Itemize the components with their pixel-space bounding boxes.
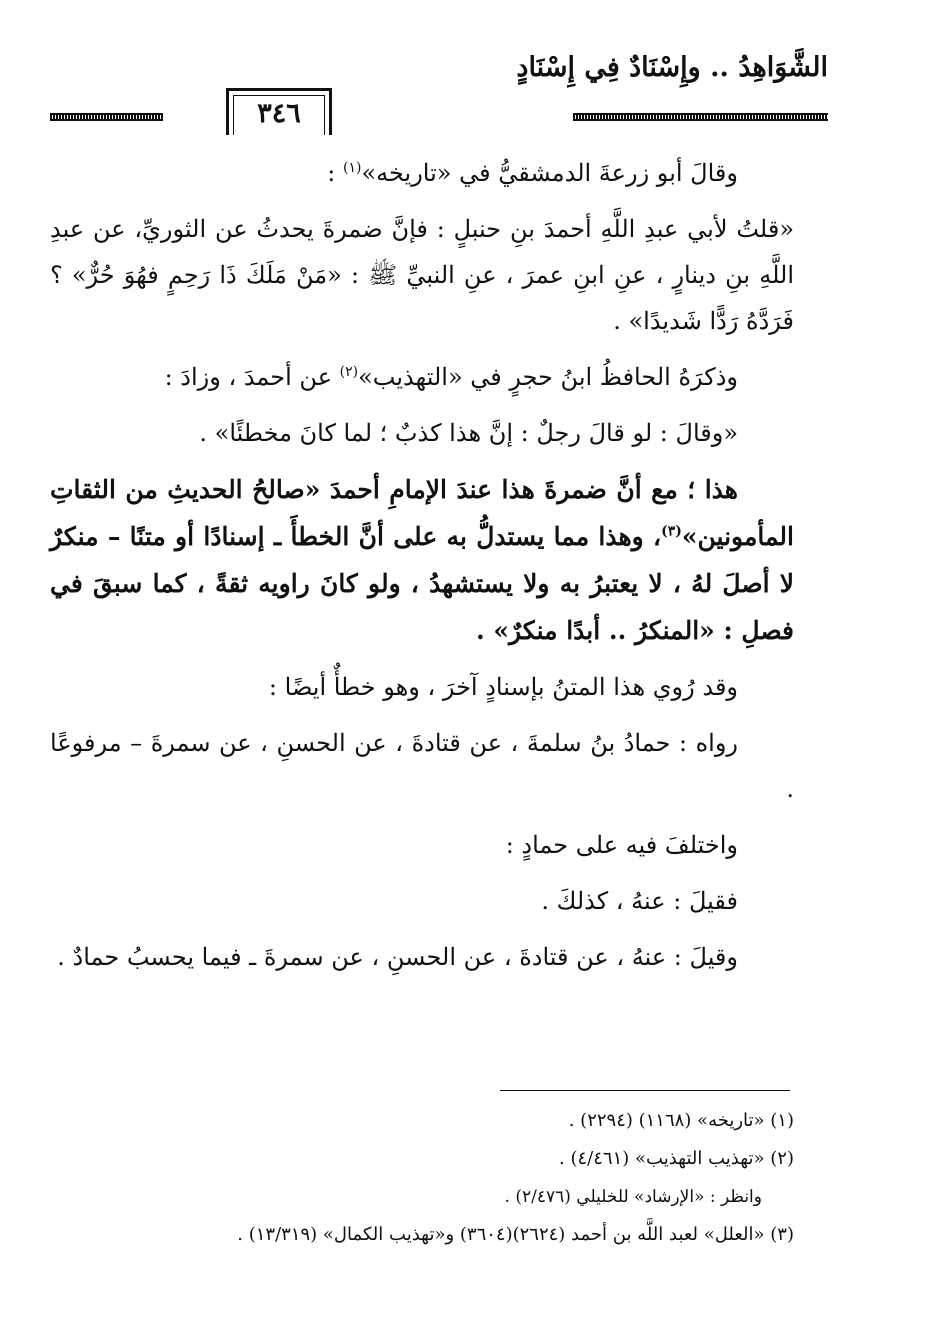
footnote-2-see-also: وانظر : «الإرشاد» للخليلي (٢/٤٧٦) . xyxy=(504,1187,762,1207)
paragraph-1-end: : xyxy=(327,159,336,187)
paragraph-1-text: وقالَ أبو زرعةَ الدمشقيُّ في «تاريخه» xyxy=(361,159,738,187)
paragraph-7: رواه : حمادُ بنُ سلمةَ ، عن قتادةَ ، عن الحسنِ ، عن سمرةَ – مرفوعًا . xyxy=(50,729,794,803)
paragraph-4: «وقالَ : لو قالَ رجلٌ : إنَّ هذا كذبٌ ؛ لما كانَ مخطئًا» . xyxy=(199,419,738,447)
paragraph-5-text-b: ، وهذا مما يستدلُّ به على أنَّ الخطأَ ـ إسنادًا أو متنًا – منكرٌ لا أصلَ لهُ ، لا يعتبرُ به ولا يستشهدُ ، ولو كانَ راويه ثقةً ، كما سبقَ في فصلِ : «المنكرُ .. أبدًا منكرٌ» . xyxy=(50,522,794,645)
paragraph-9: فقيلَ : عنهُ ، كذلكَ . xyxy=(541,887,738,915)
footnote-divider xyxy=(500,1090,790,1091)
header-rule-left xyxy=(50,113,163,121)
paragraph-2: «قلتُ لأبي عبدِ اللَّهِ أحمدَ بنِ حنبلٍ : فإنَّ ضمرةَ يحدثُ عن الثوريِّ، عن عبدِ اللَّهِ بنِ دينارٍ ، عنِ ابنِ عمرَ ، عنِ النبيِّ ﷺ : «مَنْ مَلَكَ ذَا رَحِمٍ فهُوَ حُرٌّ» ؟ فَرَدَّهُ رَدًّا شَديدًا» . xyxy=(50,215,794,335)
footnote-ref-1: (١) xyxy=(343,160,362,176)
paragraph-5-text-a: هذا ؛ مع أنَّ ضمرةَ هذا عندَ الإمامِ أحمدَ «صالحُ الحديثِ من الثقاتِ المأمونين» xyxy=(50,475,794,551)
paragraph-8: واختلفَ فيه على حمادٍ : xyxy=(505,831,738,859)
footnote-1: (١) «تاريخه» (١١٦٨) (٢٢٩٤) . xyxy=(568,1110,794,1131)
paragraph-3-end: عن أحمدَ ، وزادَ : xyxy=(164,363,333,391)
page-number-box xyxy=(226,88,332,135)
paragraph-1 xyxy=(50,150,794,196)
footnote-2: (٢) «تهذيب التهذيب» (٤/٤٦١) . xyxy=(559,1148,794,1169)
page-number: ٣٤٦ xyxy=(257,97,301,129)
running-title: الشَّوَاهِدُ .. وإِسْنَادٌ فِي إِسْنَادٍ xyxy=(516,52,828,83)
paragraph-10: وقيلَ : عنهُ ، عن قتادةَ ، عن الحسنِ ، عن سمرةَ ـ فيما يحسبُ حمادٌ . xyxy=(57,943,738,971)
main-text xyxy=(50,150,794,990)
paragraph-6: وقد رُوي هذا المتنُ بإسنادٍ آخرَ ، وهو خطأٌ أيضًا : xyxy=(268,673,738,701)
header-rule-right xyxy=(573,113,828,121)
paragraph-3 xyxy=(50,354,794,400)
paragraph-5 xyxy=(50,466,794,654)
footnote-ref-3: (٣) xyxy=(661,523,682,540)
paragraph-3-text: وذكرَهُ الحافظُ ابنُ حجرٍ في «التهذيب» xyxy=(358,363,738,391)
footnote-ref-2: (٢) xyxy=(339,364,359,380)
footnotes xyxy=(154,1102,794,1254)
footnote-3: (٣) «العلل» لعبد اللَّه بن أحمد (٢٦٢٤)(٣٦٠٤) و«تهذيب الكمال» (١٣/٣١٩) . xyxy=(237,1224,794,1245)
